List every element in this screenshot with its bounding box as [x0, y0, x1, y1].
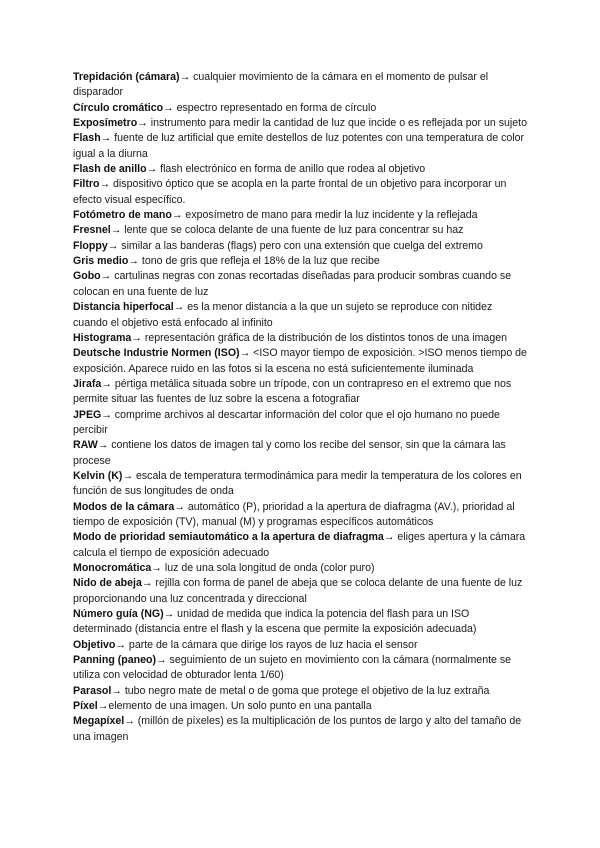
arrow-icon: →	[101, 408, 112, 421]
glossary-term: Parasol	[73, 684, 112, 697]
glossary-entry	[73, 254, 529, 269]
glossary-entry	[73, 101, 529, 116]
arrow-icon: →	[99, 178, 111, 191]
glossary-entry	[73, 162, 529, 177]
glossary-entry	[73, 239, 529, 254]
glossary-entry	[73, 131, 529, 162]
glossary-definition: rejilla con forma de panel de abeja que se coloca delante de una fuente de luz proporcionando una luz concentrada y direccional	[73, 577, 523, 605]
glossary-definition: automático (P), prioridad a la apertura de diafragma (AV.), prioridad al tiempo de exposición (TV), manual (M) y programas específicos automáticos	[73, 500, 515, 528]
glossary-definition: elemento de una imagen. Un solo punto en una pantalla	[108, 700, 372, 713]
glossary-entry	[73, 653, 529, 684]
arrow-icon: →	[110, 224, 122, 237]
glossary-definition: similar a las banderas (flags) pero con una extensión que cuelga del extremo	[118, 239, 483, 252]
glossary-entry	[73, 177, 529, 208]
glossary-entry	[73, 699, 529, 714]
glossary-entry	[73, 377, 529, 408]
glossary-list	[73, 70, 529, 745]
glossary-term: JPEG	[73, 408, 102, 421]
glossary-entry	[73, 116, 529, 131]
glossary-term: Fresnel	[73, 224, 111, 237]
glossary-entry	[73, 208, 529, 223]
glossary-entry	[73, 438, 529, 469]
arrow-icon: →	[151, 562, 162, 574]
glossary-term: Fotómetro de mano	[73, 209, 172, 222]
glossary-term: Filtro	[73, 178, 100, 191]
glossary-definition: es la menor distancia a la que un sujeto se reproduce con nitidez cuando el objetivo está enfocado al infinito	[73, 301, 493, 329]
glossary-entry	[73, 269, 529, 300]
glossary-definition: comprime archivos al descartar información del color que el ojo humano no puede percibir	[73, 408, 500, 436]
glossary-definition: cualquier movimiento de la cámara en el momento de pulsar el disparador	[73, 71, 489, 99]
glossary-term: Jirafa	[73, 377, 102, 390]
glossary-definition: seguimiento de un sujeto en movimiento con la cámara (normalmente se utiliza con velocidad de obturador lenta 1/60)	[73, 654, 512, 682]
arrow-icon: →	[146, 163, 158, 176]
glossary-definition: contiene los datos de imagen tal y como los recibe del sensor, sin que la cámara las procese	[73, 439, 506, 467]
glossary-entry	[73, 638, 529, 653]
glossary-term: Megapíxel	[73, 715, 125, 728]
arrow-icon: →	[100, 132, 112, 145]
glossary-definition: espectro representado en forma de círculo	[173, 101, 377, 114]
glossary-term: Panning (paneo)	[73, 654, 156, 667]
arrow-icon: →	[163, 608, 175, 621]
glossary-definition: (millón de píxeles) es la multiplicación de los puntos de largo y alto del tamaño de una imagen	[73, 715, 522, 743]
glossary-definition: pértiga metálica situada sobre un trípode, con un contrapreso en el extremo que nos permite situar las fuentes de luz sobre la escena a fotografiar	[73, 377, 512, 406]
arrow-icon: →	[115, 638, 126, 651]
arrow-icon: →	[124, 715, 135, 728]
glossary-term: Modo de prioridad semiautomático a la apertura de diafragma	[73, 531, 384, 544]
glossary-term: Número guía (NG)	[73, 608, 164, 621]
glossary-term: Floppy	[73, 239, 108, 252]
glossary-entry	[73, 223, 529, 238]
glossary-term: Nido de abeja	[73, 577, 142, 590]
arrow-icon: →	[101, 377, 112, 390]
glossary-term: Círculo cromático	[73, 101, 164, 114]
arrow-icon: →	[122, 469, 134, 482]
arrow-icon: →	[155, 654, 167, 667]
glossary-definition: exposímetro de mano para medir la luz incidente y la reflejada	[182, 209, 478, 222]
glossary-definition: parte de la cámara que dirige los rayos de luz hacia el sensor	[125, 638, 418, 651]
glossary-entry	[73, 607, 529, 638]
glossary-entry	[73, 576, 529, 607]
glossary-term: RAW	[73, 439, 98, 452]
glossary-term: Trepidación (cámara)	[73, 71, 180, 83]
arrow-icon: →	[107, 239, 119, 252]
glossary-term: Gobo	[73, 270, 101, 283]
glossary-definition: flash electrónico en forma de anillo que rodea al objetivo	[157, 163, 426, 176]
glossary-entry	[73, 684, 529, 699]
glossary-definition: escala de temperatura termodinámica para medir la temperatura de los colores en función de sus longitudes de onda	[73, 469, 522, 498]
glossary-definition: instrumento para medir la cantidad de luz que incide o es reflejada por un sujeto	[147, 117, 528, 130]
arrow-icon: →	[174, 500, 185, 513]
arrow-icon: →	[383, 531, 395, 544]
glossary-entry	[73, 408, 529, 439]
arrow-icon: →	[171, 209, 183, 222]
glossary-term: Gris medio	[73, 255, 129, 268]
glossary-term: Histograma	[73, 331, 132, 344]
arrow-icon: →	[111, 684, 122, 697]
glossary-term: Exposímetro	[73, 117, 138, 130]
glossary-definition: unidad de medida que indica la potencia del flash para un ISO determinado (distancia entre el flash y la escena que permite la exposición adecuada)	[73, 608, 477, 636]
arrow-icon: →	[141, 577, 153, 590]
glossary-definition: tubo negro mate de metal o de goma que protege el objetivo de la luz extraña	[121, 684, 490, 697]
glossary-term: Modos de la cámara	[73, 500, 175, 513]
arrow-icon: →	[97, 700, 109, 713]
glossary-entry	[73, 714, 529, 745]
glossary-term: Objetivo	[73, 638, 116, 651]
glossary-definition: eliges apertura y la cámara calcula el tiempo de exposición adecuado	[73, 531, 526, 559]
glossary-term: Deutsche Industrie Normen (ISO)	[73, 347, 240, 360]
arrow-icon: →	[163, 101, 174, 114]
glossary-term: Flash de anillo	[73, 163, 147, 176]
arrow-icon: →	[100, 270, 112, 283]
glossary-entry	[73, 300, 529, 331]
glossary-definition: representación gráfica de la distribución de los distintos tonos de una imagen	[141, 331, 507, 344]
arrow-icon: →	[239, 347, 251, 360]
arrow-icon: →	[97, 439, 109, 452]
glossary-term: Píxel	[73, 700, 98, 713]
glossary-term: Kelvin (K)	[73, 469, 123, 482]
glossary-term: Distancia hiperfocal	[73, 301, 174, 314]
glossary-term: Monocromática	[73, 562, 152, 574]
arrow-icon: →	[128, 255, 139, 268]
glossary-entry	[73, 346, 529, 377]
glossary-entry	[73, 469, 529, 500]
arrow-icon: →	[131, 331, 142, 344]
glossary-entry	[73, 561, 529, 576]
glossary-definition: luz de una sola longitud de onda (color puro)	[161, 562, 375, 574]
arrow-icon: →	[173, 301, 185, 314]
glossary-entry	[73, 500, 529, 531]
glossary-definition: tono de gris que refleja el 18% de la luz que recibe	[138, 255, 380, 268]
arrow-icon: →	[137, 117, 148, 130]
glossary-definition: fuente de luz artificial que emite destellos de luz potentes con una temperatura de color igual a la diurna	[73, 132, 525, 160]
arrow-icon: →	[179, 71, 191, 83]
glossary-entry	[73, 331, 529, 346]
glossary-definition: dispositivo óptico que se acopla en la parte frontal de un objetivo para incorporar un efecto visual específico.	[73, 178, 507, 206]
glossary-definition: cartulinas negras con zonas recortadas diseñadas para producir sombras cuando se colocan en una fuente de luz	[73, 270, 512, 298]
glossary-term: Flash	[73, 132, 101, 145]
glossary-entry	[73, 70, 529, 101]
glossary-definition: lente que se coloca delante de una fuente de luz para concentrar su haz	[121, 224, 464, 237]
glossary-definition: <ISO mayor tiempo de exposición. >ISO menos tiempo de exposición. Aparece ruido en las fotos si la escena no está suficientemente iluminada	[73, 347, 527, 375]
glossary-entry	[73, 530, 529, 561]
